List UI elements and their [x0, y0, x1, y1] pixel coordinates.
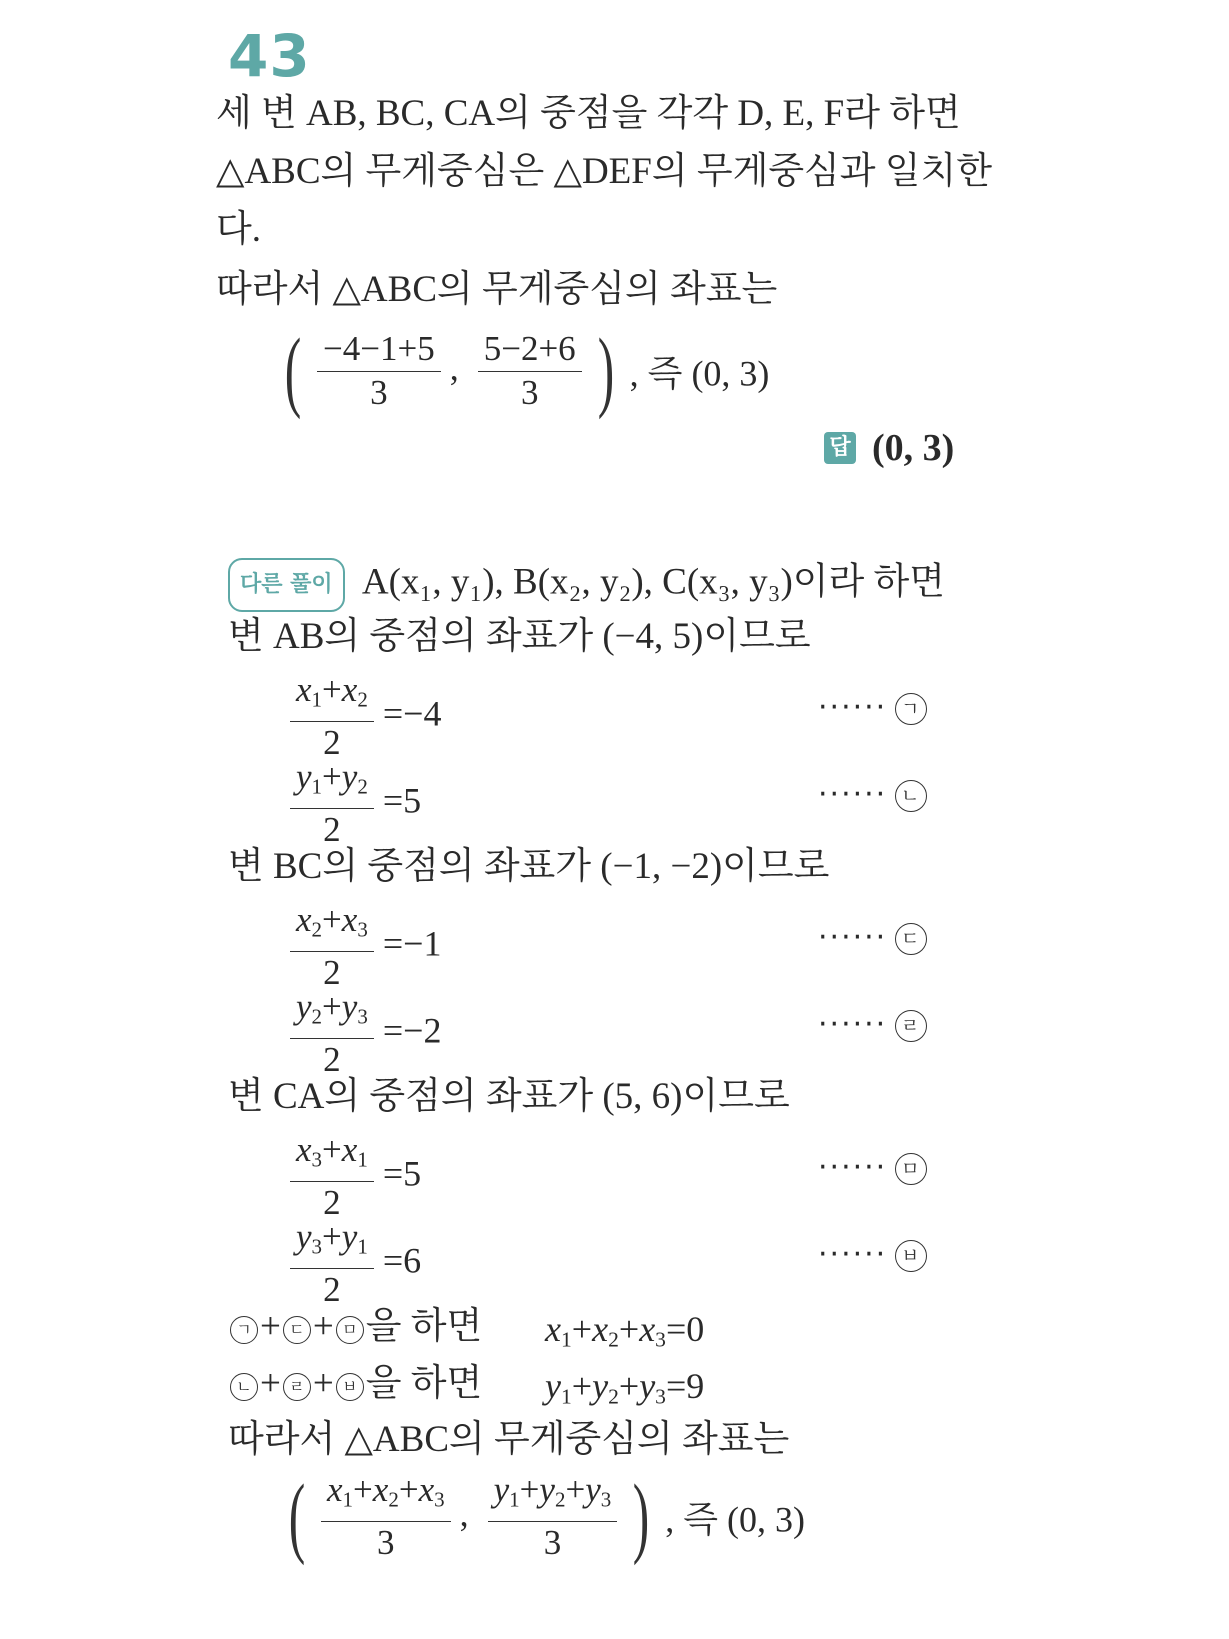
equation-1-label: ······ ㄱ [818, 690, 927, 725]
fraction-y [478, 329, 582, 414]
solution-line-3: 다. [216, 209, 261, 250]
centroid-result: , 즉 (0, 3) [629, 353, 770, 394]
sum-row-1: ㄱ + ㄷ + ㅁ 을 하면 [228, 1305, 482, 1349]
equation-5-label: ······ ㅁ [818, 1150, 927, 1185]
solution-line-2: △ABC의 무게중심은 △DEF의 무게중심과 일치한 [216, 151, 993, 192]
equation-3-rhs: =−1 [382, 923, 442, 964]
equation-6-rhs: =6 [382, 1240, 422, 1281]
solution-line-1: 세 변 AB, BC, CA의 중점을 각각 D, E, F라 하면 [216, 93, 961, 134]
equation-4-rhs: =−2 [382, 1010, 442, 1051]
final-result: , 즉 (0, 3) [665, 1499, 806, 1540]
equation-4: $\frac{y_2+y_3}{2}$ =−2 [290, 987, 441, 1081]
equation-5: $\frac{x_3+x_1}{2}$ =5 [290, 1130, 421, 1224]
alt-therefore-line: 따라서 △ABC의 무게중심의 좌표는 [228, 1419, 790, 1460]
equation-2: $\frac{y_1+y_2}{2}$ =5 [290, 757, 421, 851]
separator-comma: , [449, 347, 459, 388]
alt-bc-line: 변 BC의 중점의 좌표가 (−1, −2)이므로 [228, 846, 830, 887]
alt-intro-row [228, 558, 945, 612]
equation-3-label: ······ ㄷ [818, 920, 927, 955]
solution-line-4: 따라서 △ABC의 무게중심의 좌표는 [216, 269, 778, 310]
left-paren: ( [284, 321, 302, 420]
equation-2-rhs: =5 [382, 780, 422, 821]
sum-equation-1: $x_1+x_2+x_3=0$ [545, 1309, 705, 1352]
fraction-x-numerator: −4−1+5 [317, 329, 441, 372]
alt-ab-line: 변 AB의 중점의 좌표가 (−4, 5)이므로 [228, 616, 811, 657]
alt-ca-line: 변 CA의 중점의 좌표가 (5, 6)이므로 [228, 1076, 790, 1117]
answer-value: (0, 3) [872, 427, 955, 469]
fraction-x [317, 329, 441, 414]
alt-intro-text: A(x₁, y₁), B(x₂, y₂), C(x₃, y₃)이라 하면 [361, 561, 946, 603]
centroid-formula [278, 321, 770, 420]
equation-3: $\frac{x_2+x_3}{2}$ =−1 [290, 900, 441, 994]
final-centroid-formula: ( $\frac{x_1+x_2+x_3}{3}$ , $\frac{y_1+y_2+y_3}{3}$ ) , 즉 (0, 3) [288, 1467, 806, 1567]
equation-1: $\frac{x_1+x_2}{2}$ =−4 [290, 670, 441, 764]
fraction-x-denominator: 3 [370, 372, 388, 412]
equation-2-label: ······ ㄴ [818, 777, 927, 812]
right-paren: ) [597, 321, 614, 420]
equation-6: $\frac{y_3+y_1}{2}$ =6 [290, 1217, 421, 1311]
sum-equation-2: $y_1+y_2+y_3=9$ [545, 1366, 705, 1409]
problem-number: 43 [228, 22, 311, 90]
fraction-y-denominator: 3 [520, 372, 539, 412]
equation-6-label: ······ ㅂ [818, 1237, 927, 1272]
answer-row [824, 426, 954, 470]
fraction-y-numerator: 5−2+6 [478, 329, 582, 372]
answer-badge: 답 [824, 432, 856, 464]
equation-5-rhs: =5 [382, 1153, 422, 1194]
equation-1-rhs: =−4 [382, 693, 442, 734]
alt-solution-badge: 다른 풀이 [228, 558, 345, 612]
equation-4-label: ······ ㄹ [818, 1007, 927, 1042]
sum-row-2: ㄴ + ㄹ + ㅂ 을 하면 [228, 1362, 482, 1406]
